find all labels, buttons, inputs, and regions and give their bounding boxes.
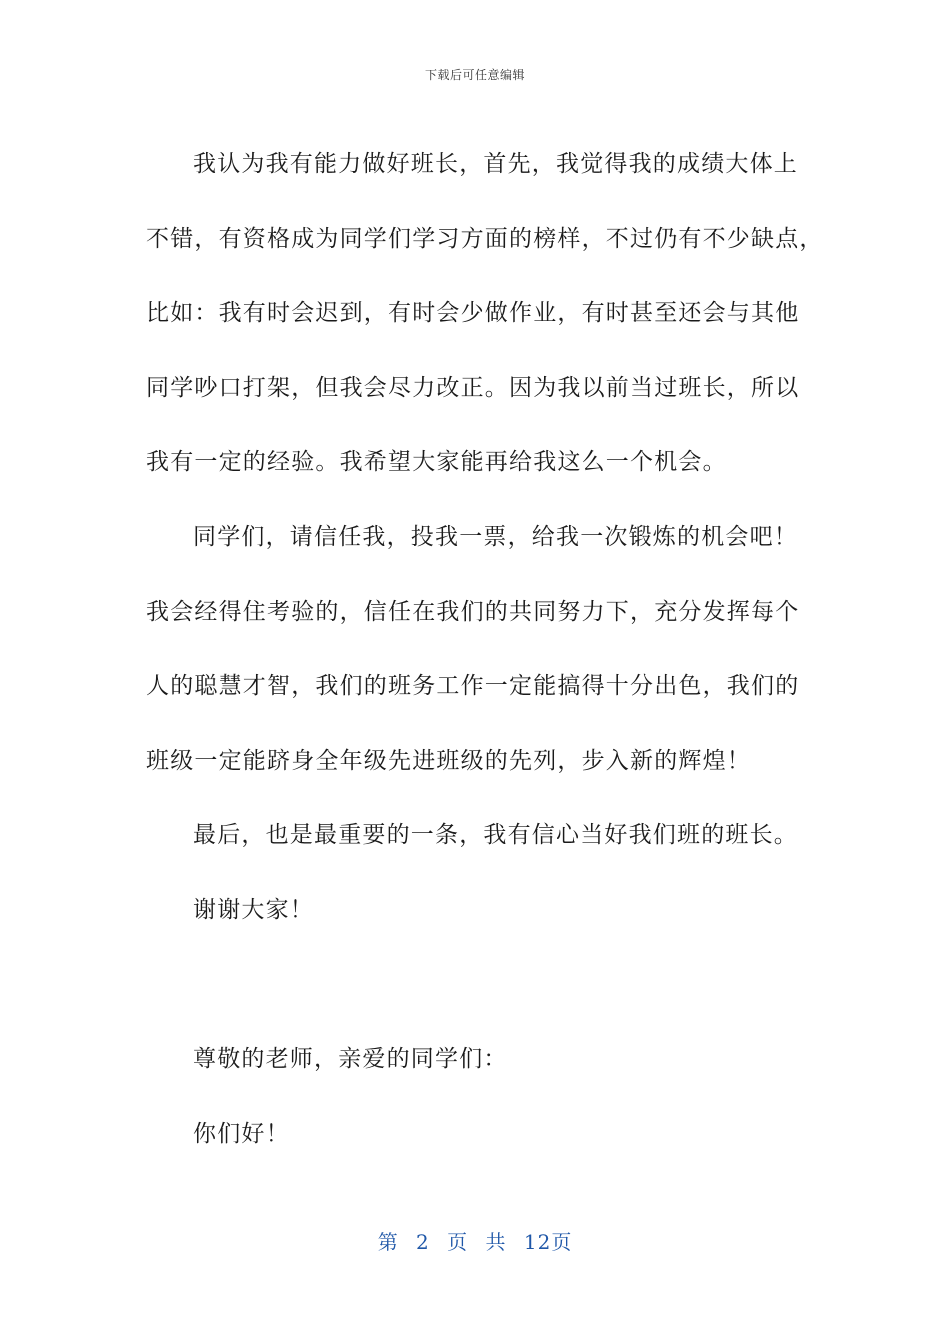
paragraph-line: 班级一定能跻身全年级先进班级的先列，步入新的辉煌！ xyxy=(146,747,751,774)
page-prefix: 第 xyxy=(377,1230,399,1254)
paragraph-line: 最后，也是最重要的一条，我有信心当好我们班的班长。 xyxy=(193,822,798,849)
paragraph-line: 我有一定的经验。我希望大家能再给我这么一个机会。 xyxy=(146,449,727,476)
document-body xyxy=(146,127,826,1171)
paragraph-line: 人的聪慧才智，我们的班务工作一定能搞得十分出色，我们的 xyxy=(146,673,800,700)
paragraph-line: 同学吵口打架，但我会尽力改正。因为我以前当过班长，所以 xyxy=(146,374,800,401)
greeting-line: 你们好！ xyxy=(193,1120,290,1147)
blank-line xyxy=(146,948,826,1023)
total-label: 共 xyxy=(485,1230,507,1254)
paragraph-line: 我认为我有能力做好班长，首先，我觉得我的成绩大体上 xyxy=(193,151,798,177)
paragraph-line: 谢谢大家！ xyxy=(193,896,314,923)
page-middle: 页 xyxy=(447,1230,469,1254)
paragraph-line: 同学们，请信任我，投我一票，给我一次锻炼的机会吧！ xyxy=(193,523,798,550)
page-number xyxy=(0,1226,950,1255)
download-note: 下载后可任意编辑 xyxy=(424,68,525,82)
paragraph-line: 不错，有资格成为同学们学习方面的榜样，不过仍有不少缺点， xyxy=(146,225,824,252)
greeting-line: 尊敬的老师，亲爱的同学们： xyxy=(193,1046,508,1073)
paragraph-line: 我会经得住考验的，信任在我们的共同努力下，充分发挥每个 xyxy=(146,598,800,625)
total-pages: 12 xyxy=(523,1230,552,1254)
page-suffix: 页 xyxy=(551,1230,573,1254)
paragraph-line: 比如：我有时会迟到，有时会少做作业，有时甚至还会与其他 xyxy=(146,300,800,327)
current-page: 2 xyxy=(416,1230,430,1254)
